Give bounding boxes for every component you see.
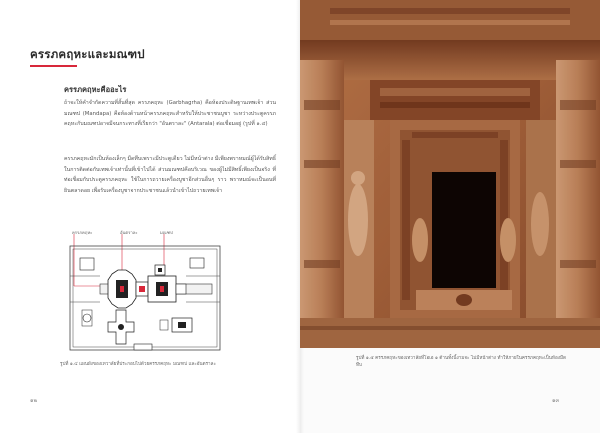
paragraph-2: ครรภคฤหะมักเป็นห้องเล็กๆ มืดทึบเพราะมีประตูเดียว ไม่มีหน้าต่าง มีเพียงพราหมณ์ผู้ได้รับสิทธิ์ในการติดต่อกับเทพเจ้าเท่านั้นที่เข้าไปได้ ส่วนมณฑปคือบริเวณ ของผู้ไม่มีสิทธิ์เพียงเป็นจริง ที่ท่อเชื่อมกับประตูครรภคฤหะ ใช้ในการถวายเครื่องบูชาอีกส่วนอื่นๆ ราว พราหมณ์จะเป็นอนที่ยินตลาดอย เพื่อรับเครื่องบูชาจากประชาชนแล้วนำเข้าไปถวายเทพเจ้า — [64, 156, 276, 194]
plan-label-mandapa: มณฑป — [160, 230, 173, 235]
paragraph-1: ถ้าจะให้คำจำกัดความที่สั้นที่สุด ครรภคฤหะ (Garbhagrha) คือห้องประดิษฐานเทพเจ้า ส่วนมณฑป (Mandapa) คือห้องด้านหน้าครรภคฤหะสำหรับให้ประชาชนบูชา ระหว่างประตูครรภคฤหะกับมณฑปอาจมีจนกระทางที่เรียกว่า "อันตราละ" (Antarala) ต่อเชื่อมอยู่ (รูปที่ ๑.๔) — [64, 100, 276, 127]
temple-sanctum-photo — [300, 0, 600, 348]
page-number-right: ๑๓ — [552, 398, 560, 404]
figure-caption-left: รูปที่ ๑.๔ แผนผังของเทวาลัยที่ประกอบไปด้วยครรภคฤหะ มณฑป และอันตราละ — [60, 362, 216, 367]
plan-label-garbhagrha: ครรภคฤหะ — [72, 230, 93, 235]
temple-plan-diagram — [60, 222, 230, 354]
page-number-left: ๑๒ — [30, 398, 38, 404]
title-accent-rule — [30, 65, 77, 67]
chapter-title: ครรภคฤหะและมณฑป — [30, 47, 145, 61]
figure-caption-right: รูปที่ ๑.๕ ครรภคฤหะของเทวาลัยที่โอเอ ๑ ด้านทั้งนี้งามจะ ไม่มีหน้าต่าง ทำให้ภายในครรภคฤหะเป็นห้องมืดทึบ — [356, 356, 566, 368]
section-heading: ครรภคฤหะคืออะไร — [64, 85, 127, 94]
plan-label-antarala: อันตราละ — [120, 230, 138, 235]
